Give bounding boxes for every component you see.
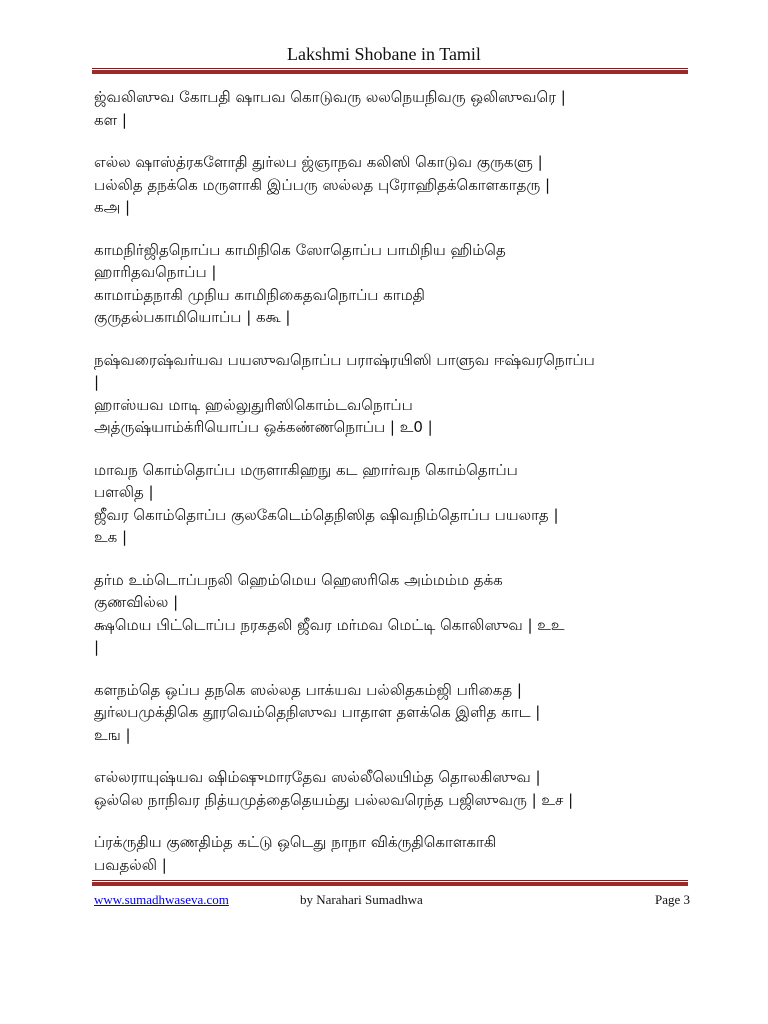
verse-line: உங | — [94, 725, 131, 744]
verse-line: ப்ரக்ருதிய குணதிம்த கட்டு ஒடெது நாநா விக்ருதிகொளகாகி — [94, 833, 497, 851]
verse-line: | — [94, 638, 100, 656]
verse-line: துர்லபமுக்திகெ தூரவெம்தெநிஸுவ பாதாள தளக்கெ இளித காட | — [94, 703, 541, 721]
verse-block — [94, 151, 694, 219]
verse-line: பவதல்லி | — [94, 855, 167, 874]
verse-block — [94, 349, 694, 439]
header-rule — [92, 68, 688, 74]
author-credit: by Narahari Sumadhwa — [300, 892, 423, 907]
verse-line: ஒல்லெ நாநிவர நித்யமுத்தைதெயம்து பல்லவரெந்த பஜிஸுவரு | உச | — [94, 790, 574, 809]
verse-block — [94, 86, 694, 131]
verse-line: கஅ | — [94, 198, 131, 216]
verse-block — [94, 831, 694, 876]
verse-line: தர்ம உம்டொப்பநலி ஹெம்மெய ஹெஸரிகெ அம்மம்ம தக்க — [94, 570, 503, 589]
verse-line: காமாம்தநாகி முநிய காமிநிகைதவநொப்ப காமதி — [94, 285, 425, 304]
verse-line: ஜ்வலிஸுவ கோபதி ஷாபவ கொடுவரு லலநெயநிவரு ஒலிஸுவரெ | — [94, 88, 566, 106]
verse-line: பளலித | — [94, 483, 154, 501]
verse-line: களநம்தெ ஒப்ப தநகெ ஸல்லத பாக்யவ பல்லிதகம்ஜி பரிகைத | — [94, 680, 522, 699]
verse-line: எல்லராயுஷ்யவ ஷிம்ஷுமாரதேவ ஸல்லீலெயிம்த தொலகிஸுவ | — [94, 768, 541, 786]
verse-line: காமநிர்ஜிதநொப்ப காமிநிகெ ஸோதொப்ப பாமிநிய ஹிம்தெ — [94, 240, 506, 259]
verse-line: உக | — [94, 528, 128, 546]
page-number: Page 3 — [654, 892, 690, 907]
verse-line: ஹாரிதவநொப்ப | — [94, 263, 217, 281]
page-title: Lakshmi Shobane in Tamil — [287, 44, 481, 64]
verse-block — [94, 679, 694, 747]
website-link[interactable]: www.sumadhwaseva.com — [94, 892, 229, 907]
verse-line: க்ஷமெய பிட்டொப்ப நரகதலி ஜீவர மர்மவ மெட்டி கொலிஸுவ | உஉ — [94, 615, 565, 634]
verse-block — [94, 766, 694, 811]
verse-line: ஜீவர கொம்தொப்ப குலகேடெம்தெநிஸித ஷிவநிம்தொப்ப பயலாத | — [94, 505, 559, 524]
verse-line: குணவில்ல | — [94, 593, 179, 611]
verse-line: பல்லித தநக்கெ மருளாகி இப்பரு ஸல்லத புரோஹிதக்கொளகாதரு | — [94, 175, 551, 194]
footer-rule — [92, 880, 688, 886]
verse-block — [94, 459, 694, 549]
verse-line: எல்ல ஷாஸ்த்ரகளோதி துர்லப ஜ்ஞாநவ கலிஸி கொடுவ குருகளு | — [94, 153, 543, 171]
verse-line: | — [94, 373, 100, 391]
verse-line: குருதல்பகாமியொப்ப | ககூ | — [94, 308, 291, 326]
verse-line: கள | — [94, 110, 127, 129]
verse-line: ஹாஸ்யவ மாடி ஹல்லுதுரிஸிகொம்டவநொப்ப — [94, 395, 413, 414]
verse-block — [94, 569, 694, 659]
verse-line: நஷ்வரைஷ்வர்யவ பயஸுவநொப்ப பராஷ்ரயிஸி பாளுவ ஈஷ்வரநொப்ப — [94, 350, 595, 369]
document-body — [94, 86, 694, 896]
verse-line: மாவந கொம்தொப்ப மருளாகிஹநு கட ஹார்வந கொம்தொப்ப — [94, 460, 518, 479]
verse-block — [94, 239, 694, 329]
verse-line: அத்ருஷ்யாம்க்ரியொப்ப ஒக்கண்ணநொப்ப | உ0 | — [94, 418, 433, 436]
